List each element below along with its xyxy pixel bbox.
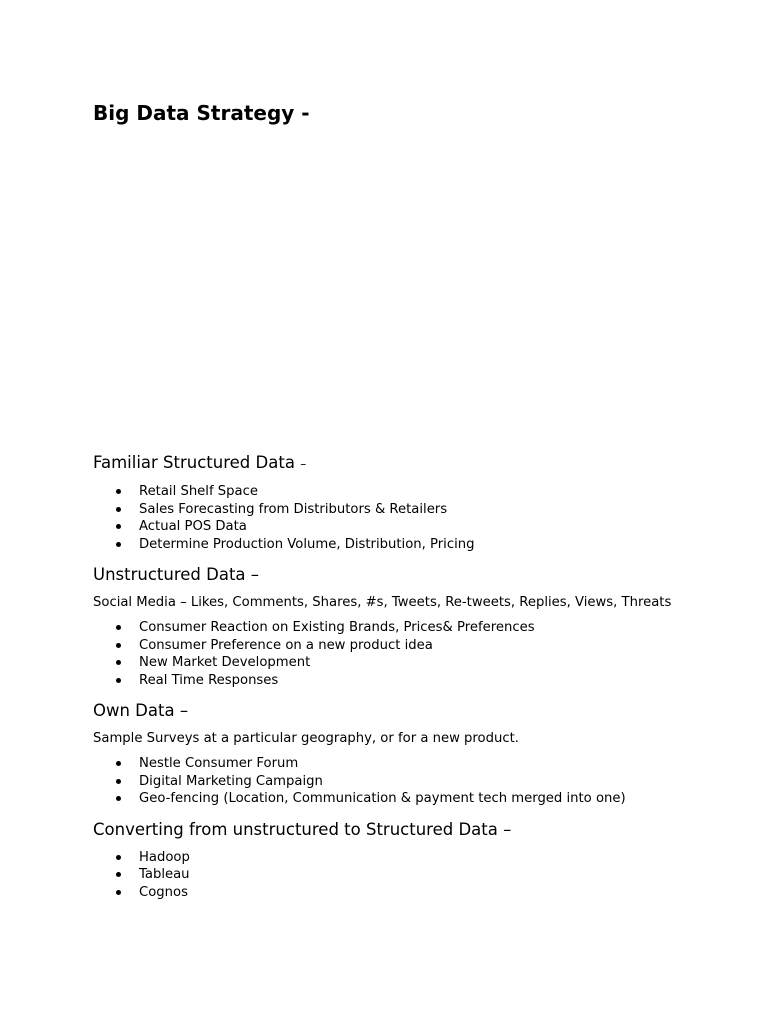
- section-paragraph: Social Media – Likes, Comments, Shares, #s, Tweets, Re-tweets, Replies, Views, Threats: [93, 595, 672, 610]
- section-heading: Converting from unstructured to Structured Data –: [93, 819, 512, 839]
- bullet-icon: [116, 796, 121, 801]
- list-item: [93, 654, 693, 672]
- section-familiar-structured-data: [93, 452, 693, 553]
- list-item: [93, 884, 693, 902]
- list-item-text: Actual POS Data: [139, 519, 247, 534]
- list-item-text: Hadoop: [139, 849, 190, 865]
- section-paragraph: Sample Surveys at a particular geography, or for a new product.: [93, 731, 519, 746]
- bullet-icon: [116, 678, 121, 683]
- bullet-icon: [116, 524, 121, 529]
- list-item-text: Sales Forecasting from Distributors & Retailers: [139, 501, 448, 517]
- list-item-text: Determine Production Volume, Distribution, Pricing: [139, 536, 475, 552]
- list-item-text: Tableau: [139, 867, 190, 882]
- list-item: [93, 536, 693, 554]
- list-item: [93, 755, 693, 773]
- bullet-list: [93, 483, 693, 553]
- list-item: [93, 672, 693, 690]
- bullet-list: [93, 619, 693, 689]
- list-item-text: Nestle Consumer Forum: [139, 756, 299, 771]
- list-item: [93, 637, 693, 655]
- section-heading-text: Familiar Structured Data: [93, 453, 295, 472]
- list-item: [93, 619, 693, 637]
- list-item: [93, 866, 693, 884]
- bullet-icon: [116, 643, 121, 648]
- list-item: [93, 483, 693, 501]
- bullet-icon: [116, 489, 121, 494]
- bullet-icon: [116, 542, 121, 547]
- bullet-list: [93, 755, 693, 808]
- list-item: [93, 501, 693, 519]
- bullet-icon: [116, 855, 121, 860]
- document-content: [93, 452, 693, 901]
- bullet-list: [93, 849, 693, 902]
- section-converting-data: [93, 819, 693, 902]
- list-item-text: Geo-fencing (Location, Communication & payment tech merged into one): [139, 791, 626, 806]
- list-item-text: New Market Development: [139, 655, 311, 670]
- section-own-data: [93, 700, 693, 808]
- bullet-icon: [116, 872, 121, 877]
- section-heading: [93, 452, 693, 475]
- list-item: [93, 773, 693, 791]
- list-item-text: Retail Shelf Space: [139, 484, 258, 499]
- list-item-text: Real Time Responses: [139, 672, 279, 688]
- section-heading: Unstructured Data –: [93, 565, 260, 584]
- bullet-icon: [116, 890, 121, 895]
- list-item-text: Cognos: [139, 884, 188, 900]
- bullet-icon: [116, 507, 121, 512]
- section-unstructured-data: [93, 564, 693, 689]
- bullet-icon: [116, 660, 121, 665]
- bullet-icon: [116, 761, 121, 766]
- document-title: Big Data Strategy -: [93, 101, 310, 125]
- list-item-text: Consumer Reaction on Existing Brands, Prices& Preferences: [139, 620, 535, 635]
- list-item-text: Consumer Preference on a new product idea: [139, 637, 433, 653]
- bullet-icon: [116, 625, 121, 630]
- section-heading-suffix: –: [300, 457, 307, 471]
- section-heading: Own Data –: [93, 701, 189, 720]
- list-item: [93, 790, 693, 808]
- list-item-text: Digital Marketing Campaign: [139, 773, 323, 789]
- list-item: [93, 518, 693, 536]
- bullet-icon: [116, 779, 121, 784]
- list-item: [93, 849, 693, 867]
